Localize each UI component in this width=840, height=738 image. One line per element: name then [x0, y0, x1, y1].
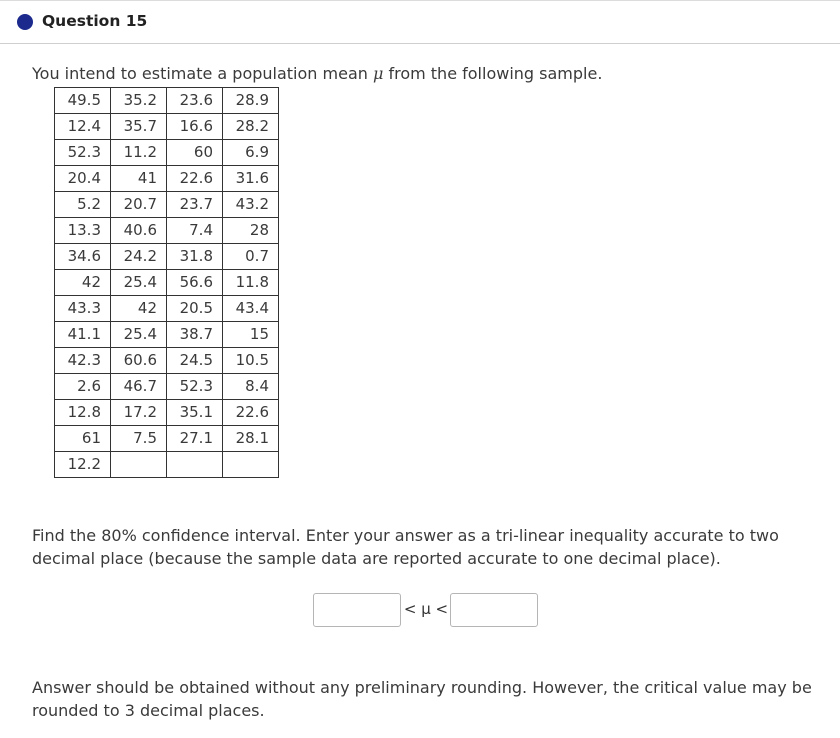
- intro-text: [32, 64, 602, 83]
- table-cell: 11.8: [223, 270, 279, 296]
- table-cell: 35.1: [167, 400, 223, 426]
- table-cell: 41.1: [55, 322, 111, 348]
- sample-table: [54, 87, 279, 478]
- table-cell: 8.4: [223, 374, 279, 400]
- table-cell: 61: [55, 426, 111, 452]
- table-row: [55, 374, 279, 400]
- table-cell: 43.3: [55, 296, 111, 322]
- table-cell: 6.9: [223, 140, 279, 166]
- table-cell: 25.4: [111, 322, 167, 348]
- table-cell: 22.6: [223, 400, 279, 426]
- table-row: [55, 114, 279, 140]
- table-cell: 52.3: [55, 140, 111, 166]
- table-cell: 20.4: [55, 166, 111, 192]
- table-cell: 20.7: [111, 192, 167, 218]
- table-cell: 0.7: [223, 244, 279, 270]
- table-cell: 43.2: [223, 192, 279, 218]
- table-cell: 25.4: [111, 270, 167, 296]
- table-cell: 12.8: [55, 400, 111, 426]
- upper-bound-input[interactable]: [450, 593, 538, 627]
- intro-after: from the following sample.: [383, 64, 603, 83]
- table-cell: 42: [111, 296, 167, 322]
- table-row: [55, 166, 279, 192]
- table-cell: 15: [223, 322, 279, 348]
- table-cell: [167, 452, 223, 478]
- table-row: [55, 140, 279, 166]
- table-cell: 5.2: [55, 192, 111, 218]
- question-title: Question 15: [42, 12, 148, 30]
- table-cell: 56.6: [167, 270, 223, 296]
- intro-before: You intend to estimate a population mean: [32, 64, 373, 83]
- inequality-symbol: < μ <: [403, 600, 449, 618]
- table-cell: 24.2: [111, 244, 167, 270]
- table-row: [55, 348, 279, 374]
- table-cell: 52.3: [167, 374, 223, 400]
- table-cell: 12.2: [55, 452, 111, 478]
- table-cell: 60: [167, 140, 223, 166]
- table-cell: 49.5: [55, 88, 111, 114]
- table-cell: 28.1: [223, 426, 279, 452]
- table-cell: 2.6: [55, 374, 111, 400]
- table-cell: 42: [55, 270, 111, 296]
- table-cell: 31.8: [167, 244, 223, 270]
- table-cell: 28.2: [223, 114, 279, 140]
- table-cell: 34.6: [55, 244, 111, 270]
- table-cell: 28: [223, 218, 279, 244]
- table-cell: 11.2: [111, 140, 167, 166]
- table-cell: 42.3: [55, 348, 111, 374]
- instructions-text: Find the 80% confidence interval. Enter your answer as a tri-linear inequality accurate to two decimal place (because the sample data are reported accurate to one decimal place).: [32, 526, 779, 568]
- table-cell: 22.6: [167, 166, 223, 192]
- table-cell: 12.4: [55, 114, 111, 140]
- table-row: [55, 322, 279, 348]
- table-row: [55, 88, 279, 114]
- table-cell: 10.5: [223, 348, 279, 374]
- table-cell: 7.5: [111, 426, 167, 452]
- table-cell: 23.6: [167, 88, 223, 114]
- lower-bound-input[interactable]: [313, 593, 401, 627]
- table-cell: 35.2: [111, 88, 167, 114]
- table-row: [55, 192, 279, 218]
- table-cell: 28.9: [223, 88, 279, 114]
- note-text: Answer should be obtained without any preliminary rounding. However, the critical value may be rounded to 3 decimal places.: [32, 678, 812, 720]
- table-cell: 40.6: [111, 218, 167, 244]
- table-cell: 31.6: [223, 166, 279, 192]
- table-cell: 13.3: [55, 218, 111, 244]
- table-cell: 35.7: [111, 114, 167, 140]
- table-cell: 41: [111, 166, 167, 192]
- table-cell: [223, 452, 279, 478]
- table-cell: 17.2: [111, 400, 167, 426]
- table-cell: 24.5: [167, 348, 223, 374]
- question-status-icon: [17, 14, 33, 30]
- table-cell: 38.7: [167, 322, 223, 348]
- table-row: [55, 452, 279, 478]
- table-row: [55, 400, 279, 426]
- table-row: [55, 218, 279, 244]
- table-cell: 16.6: [167, 114, 223, 140]
- sample-table-body: [55, 88, 279, 478]
- table-cell: 46.7: [111, 374, 167, 400]
- table-cell: 27.1: [167, 426, 223, 452]
- table-cell: 7.4: [167, 218, 223, 244]
- question-header: [0, 1, 840, 44]
- table-row: [55, 296, 279, 322]
- table-cell: 20.5: [167, 296, 223, 322]
- table-row: [55, 426, 279, 452]
- table-row: [55, 270, 279, 296]
- table-cell: 60.6: [111, 348, 167, 374]
- table-row: [55, 244, 279, 270]
- table-cell: [111, 452, 167, 478]
- mu-symbol: μ: [372, 64, 384, 83]
- table-cell: 43.4: [223, 296, 279, 322]
- table-cell: 23.7: [167, 192, 223, 218]
